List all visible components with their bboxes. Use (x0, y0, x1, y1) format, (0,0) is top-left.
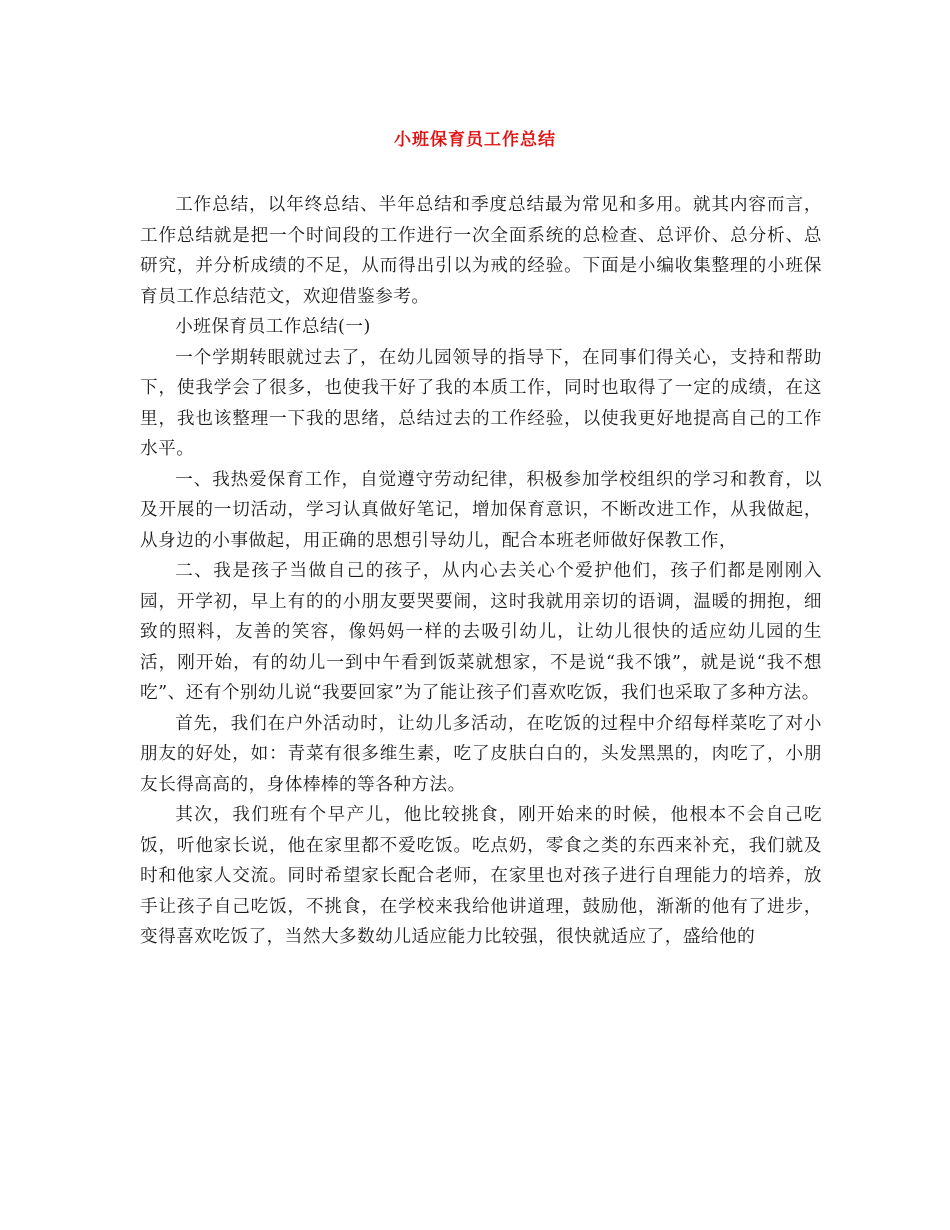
paragraph-first: 首先，我们在户外活动时，让幼儿多活动，在吃饭的过程中介绍每样菜吃了对小朋友的好处，如：青菜有很多维生素，吃了皮肤白白的，头发黑黑的，肉吃了，小朋友长得高高的，身体棒棒的等各种方法。 (140, 713, 822, 795)
document-title: 小班保育员工作总结 (394, 130, 556, 150)
intro-paragraph: 工作总结，以年终总结、半年总结和季度总结最为常见和多用。就其内容而言，工作总结就是把一个时间段的工作进行一次全面系统的总检查、总评价、总分析、总研究，并分析成绩的不足，从而得出引以为戒的经验。下面是小编收集整理的小班保育员工作总结范文，欢迎借鉴参考。 (140, 195, 822, 307)
paragraph-point-two: 二、我是孩子当做自己的孩子，从内心去关心个爱护他们，孩子们都是刚刚入园，开学初，早上有的的小朋友要哭要闹，这时我就用亲切的语调，温暖的拥抱，细致的照料，友善的笑容，像妈妈一样的去吸引幼儿，让幼儿很快的适应幼儿园的生活，刚开始，有的幼儿一到中午看到饭菜就想家，不是说“我不饿”，就是说“我不想吃”、还有个别幼儿说“我要回家”为了能让孩子们喜欢吃饭，我们也采取了多种方法。 (140, 561, 822, 703)
section-heading: 小班保育员工作总结(一) (175, 317, 371, 337)
paragraph-opening: 一个学期转眼就过去了，在幼儿园领导的指导下，在同事们得关心，支持和帮助下，使我学会了很多，也使我干好了我的本质工作，同时也取得了一定的成绩，在这里，我也该整理一下我的思绪，总结过去的工作经验，以使我更好地提高自己的工作水平。 (140, 347, 822, 459)
document-body (140, 190, 822, 953)
paragraph-point-one: 一、我热爱保育工作，自觉遵守劳动纪律，积极参加学校组织的学习和教育，以及开展的一切活动，学习认真做好笔记，增加保育意识，不断改进工作，从我做起，从身边的小事做起，用正确的思想引导幼儿，配合本班老师做好保教工作， (140, 469, 822, 551)
paragraph-second: 其次，我们班有个早产儿，他比较挑食，刚开始来的时候，他根本不会自己吃饭，听他家长说，他在家里都不爱吃饭。吃点奶，零食之类的东西来补充，我们就及时和他家人交流。同时希望家长配合老师，在家里也对孩子进行自理能力的培养，放手让孩子自己吃饭，不挑食，在学校来我给他讲道理，鼓励他，渐渐的他有了进步，变得喜欢吃饭了，当然大多数幼儿适应能力比较强，很快就适应了，盛给他的 (140, 805, 822, 947)
